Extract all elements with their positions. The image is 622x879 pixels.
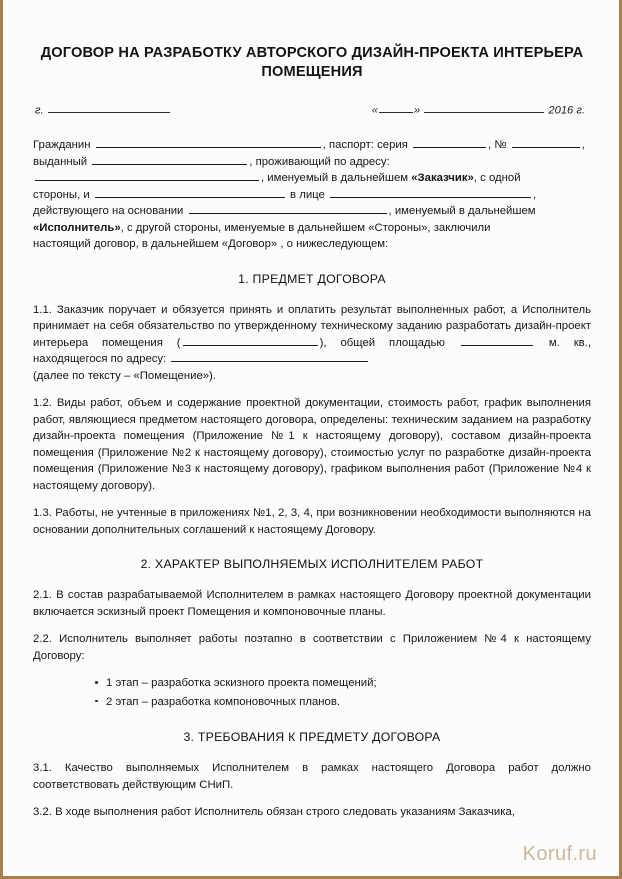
acting-basis-label: действующего на основании <box>33 205 184 218</box>
parties-paragraph <box>33 137 591 253</box>
list-item: 2 этап – разработка компоновочных планов. <box>95 693 591 711</box>
clause-1-1 <box>33 302 591 385</box>
place-blank[interactable] <box>48 103 170 113</box>
line4-tail: , <box>533 188 537 201</box>
representative-blank[interactable] <box>330 187 531 197</box>
clause-1-2: 1.2. Виды работ, объем и содержание проектной документации, стоимость работ, график выполнения работ, являющиеся предметом настоящего договора, определены: техническим заданием на разработку дизайн-проекта помещения (Приложение №1 к настоящему договору), составом дизайн-проекта помещения (Приложение №2 к настоящему договору), стоимостью услуг по разработке дизайн-проекта помещения (Приложение №3 к настоящему договору), графиком выполнения работ (Приложение №4 к настоящему договору). <box>33 397 591 492</box>
issued-by-blank[interactable] <box>92 154 247 164</box>
page-title: ДОГОВОР НА РАЗРАБОТКУ АВТОРСКОГО ДИЗАЙН-ПРОЕКТА ИНТЕРЬЕРА ПОМЕЩЕНИЯ <box>40 45 584 80</box>
stages-list <box>33 674 591 711</box>
clause-1-1-part-a: 1.1. Заказчик поручает и обязуется принять и оплатить результат выполненных работ, а Исполнитель принимает на себя обязательство по утвержденному техническому заданию разработать дизайн-проект интерьера помещения ( <box>33 303 591 349</box>
month-blank[interactable] <box>424 103 544 113</box>
named-hereinafter-label: , именуемый в дальнейшем <box>261 172 409 185</box>
day-open-quote: « <box>371 104 378 117</box>
contractor-name-blank[interactable] <box>95 187 285 197</box>
line7-text: настоящий договор, в дальнейшем «Договор» , о нижеследующем: <box>33 238 389 251</box>
citizen-name-blank[interactable] <box>96 138 321 148</box>
issued-label: выданный <box>33 155 88 168</box>
premises-blank[interactable] <box>183 335 318 345</box>
line3-tail: , с одной <box>473 172 521 185</box>
clause-2-2: 2.2. Исполнитель выполняет работы поэтапно в соответствии с Приложением №4 к настоящему Договору: <box>33 633 591 662</box>
clause-1-1-part-b: ), общей площадью <box>319 336 445 349</box>
line5-tail: , именуемый в дальнейшем <box>388 205 536 218</box>
clause-1-1-part-c: м. кв., находящегося по адресу: <box>33 336 591 366</box>
dateline <box>33 103 591 116</box>
clause-2-1: 2.1. В состав разрабатываемой Исполнителем в рамках настоящего Договору проектной документации включается эскизный проект Помещения и компоновочные планы. <box>33 589 591 618</box>
section-heading-3: 3. ТРЕБОВАНИЯ К ПРЕДМЕТУ ДОГОВОРА <box>183 730 441 745</box>
acting-basis-blank[interactable] <box>189 204 387 214</box>
clause-1-3: 1.3. Работы, не учтенные в приложениях №1, 2, 3, 4, при возникновении необходимости выполняются на основании дополнительных соглашений к настоящему Договору. <box>33 507 591 536</box>
address-label: , проживающий по адресу: <box>249 155 390 168</box>
other-party-label: стороны, и <box>33 188 90 201</box>
place-prefix-label: г. <box>35 104 44 117</box>
section-heading-2: 2. ХАРАКТЕР ВЫПОЛНЯЕМЫХ ИСПОЛНИТЕЛЕМ РАБОТ <box>140 557 484 572</box>
clause-1-1-part-d: (далее по тексту – «Помещение»). <box>33 369 216 382</box>
area-blank[interactable] <box>461 335 533 345</box>
date-field <box>372 103 591 116</box>
premises-address-blank[interactable] <box>171 352 368 362</box>
represented-by-label: в лице <box>290 188 325 201</box>
contractor-term: «Исполнитель» <box>33 221 121 234</box>
passport-number-blank[interactable] <box>512 138 580 148</box>
citizen-label: Гражданин <box>33 139 91 152</box>
address-blank[interactable] <box>35 171 259 181</box>
passport-series-label: , паспорт: серия <box>322 139 408 152</box>
line1-tail: , <box>581 139 585 152</box>
list-item: 1 этап – разработка эскизного проекта помещений; <box>95 674 591 692</box>
parties-block <box>33 137 591 253</box>
day-blank[interactable] <box>379 103 413 113</box>
watermark: Koruf.ru <box>522 843 597 865</box>
section-heading-1: 1. ПРЕДМЕТ ДОГОВОРА <box>238 271 386 286</box>
clause-3-2: 3.2. В ходе выполнения работ Исполнитель обязан строго следовать указаниям Заказчика, <box>33 806 515 819</box>
passport-series-blank[interactable] <box>413 138 486 148</box>
year-label: 2016 г. <box>548 104 585 117</box>
place-field <box>33 103 171 116</box>
day-close-quote: » <box>413 104 421 117</box>
passport-number-label: , № <box>488 139 507 152</box>
line6-tail: , с другой стороны, именуемые в дальнейшем «Стороны», заключили <box>120 221 491 234</box>
customer-term: «Заказчик» <box>411 172 474 185</box>
clause-3-1: 3.1. Качество выполняемых Исполнителем в рамках настоящего Договора работ должно соответствовать действующим СНиП. <box>33 762 591 791</box>
